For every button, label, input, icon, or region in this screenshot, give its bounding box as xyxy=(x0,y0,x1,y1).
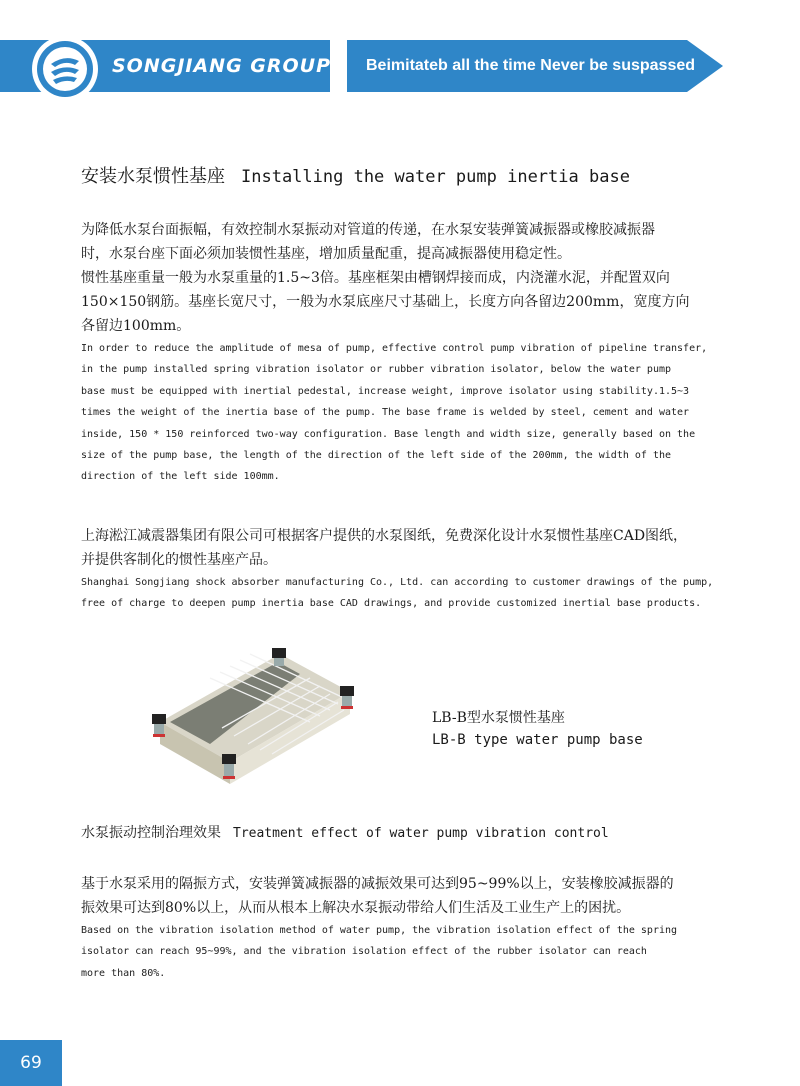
product-caption-en: LB-B type water pump base xyxy=(432,732,643,748)
inertia-base-illustration xyxy=(150,644,365,794)
page-title xyxy=(81,162,630,188)
songjiang-logo-icon xyxy=(20,34,110,104)
intro-cn-line: 时，水泵台座下面必须加装惯性基座，增加质量配重，提高减振器使用稳定性。 xyxy=(81,246,571,262)
effect-cn-line: 基于水泵采用的隔振方式，安装弹簧减振器的减振效果可达到95~99%以上，安装橡胶减振器的 xyxy=(81,876,674,892)
section-effect-title xyxy=(81,822,609,842)
intro-en-line: In order to reduce the amplitude of mesa of pump, effective control pump vibration of pipeline transfer, xyxy=(81,343,708,354)
intro-cn-line: 各留边100mm。 xyxy=(81,318,191,334)
custom-en-line: Shanghai Songjiang shock absorber manufacturing Co., Ltd. can according to customer drawings of the pump, xyxy=(81,577,714,588)
effect-cn-line: 振效果可达到80%以上，从而从根本上解决水泵振动带给人们生活及工业生产上的困扰。 xyxy=(81,900,631,916)
page-number: 69 xyxy=(20,1053,42,1073)
intro-cn-line: 为降低水泵台面振幅，有效控制水泵振动对管道的传递，在水泵安装弹簧减振器或橡胶减振器 xyxy=(81,222,655,238)
intro-en-line: inside, 150 * 150 reinforced two-way configuration. Base length and width size, generally based on the xyxy=(81,428,696,440)
custom-cn-line: 上海淞江减震器集团有限公司可根据客户提供的水泵图纸，免费深化设计水泵惯性基座CAD图纸， xyxy=(81,528,688,544)
custom-en-line: free of charge to deepen pump inertia base CAD drawings, and provide customized inertial base products. xyxy=(81,598,702,610)
slogan: Beimitateb all the time Never be suspassed xyxy=(366,57,696,74)
company-name: SONGJIANG GROUP xyxy=(112,55,332,77)
intro-cn-line: 惯性基座重量一般为水泵重量的1.5~3倍。基座框架由槽钢焊接而成，内浇灌水泥，并配置双向 xyxy=(81,270,670,286)
intro-en-line: direction of the left side 100mm. xyxy=(81,471,280,483)
section-intro xyxy=(81,218,721,488)
section-custom-design xyxy=(81,524,731,615)
effect-en-line: more than 80%. xyxy=(81,967,166,979)
custom-cn-line: 并提供客制化的惯性基座产品。 xyxy=(81,552,277,568)
product-caption-cn: LB-B型水泵惯性基座 xyxy=(432,710,565,726)
page-title-en: Installing the water pump inertia base xyxy=(241,167,630,187)
intro-cn-line: 150×150钢筋。基座长宽尺寸，一般为水泵底座尺寸基础上，长度方向各留边200mm，宽度方向 xyxy=(81,294,690,310)
intro-en-line: size of the pump base, the length of the direction of the left side of the 200mm, the width of the xyxy=(81,450,672,462)
intro-en-line: in the pump installed spring vibration isolator or rubber vibration isolator, below the water pump xyxy=(81,364,672,376)
effect-title-en: Treatment effect of water pump vibration control xyxy=(233,826,609,841)
effect-en-line: Based on the vibration isolation method of water pump, the vibration isolation effect of the spring xyxy=(81,925,678,936)
effect-en-line: isolator can reach 95~99%, and the vibration isolation effect of the rubber isolator can reach xyxy=(81,946,647,958)
isolator-icon xyxy=(152,714,166,737)
effect-title-cn: 水泵振动控制治理效果 xyxy=(81,825,221,841)
section-effect xyxy=(81,872,721,984)
page-title-cn: 安装水泵惯性基座 xyxy=(81,166,225,187)
intro-en-line: times the weight of the inertia base of the pump. The base frame is welded by steel, cement and water xyxy=(81,407,690,419)
intro-en-line: base must be equipped with inertial pedestal, increase weight, improve isolator using stability.1.5~3 xyxy=(81,385,690,397)
